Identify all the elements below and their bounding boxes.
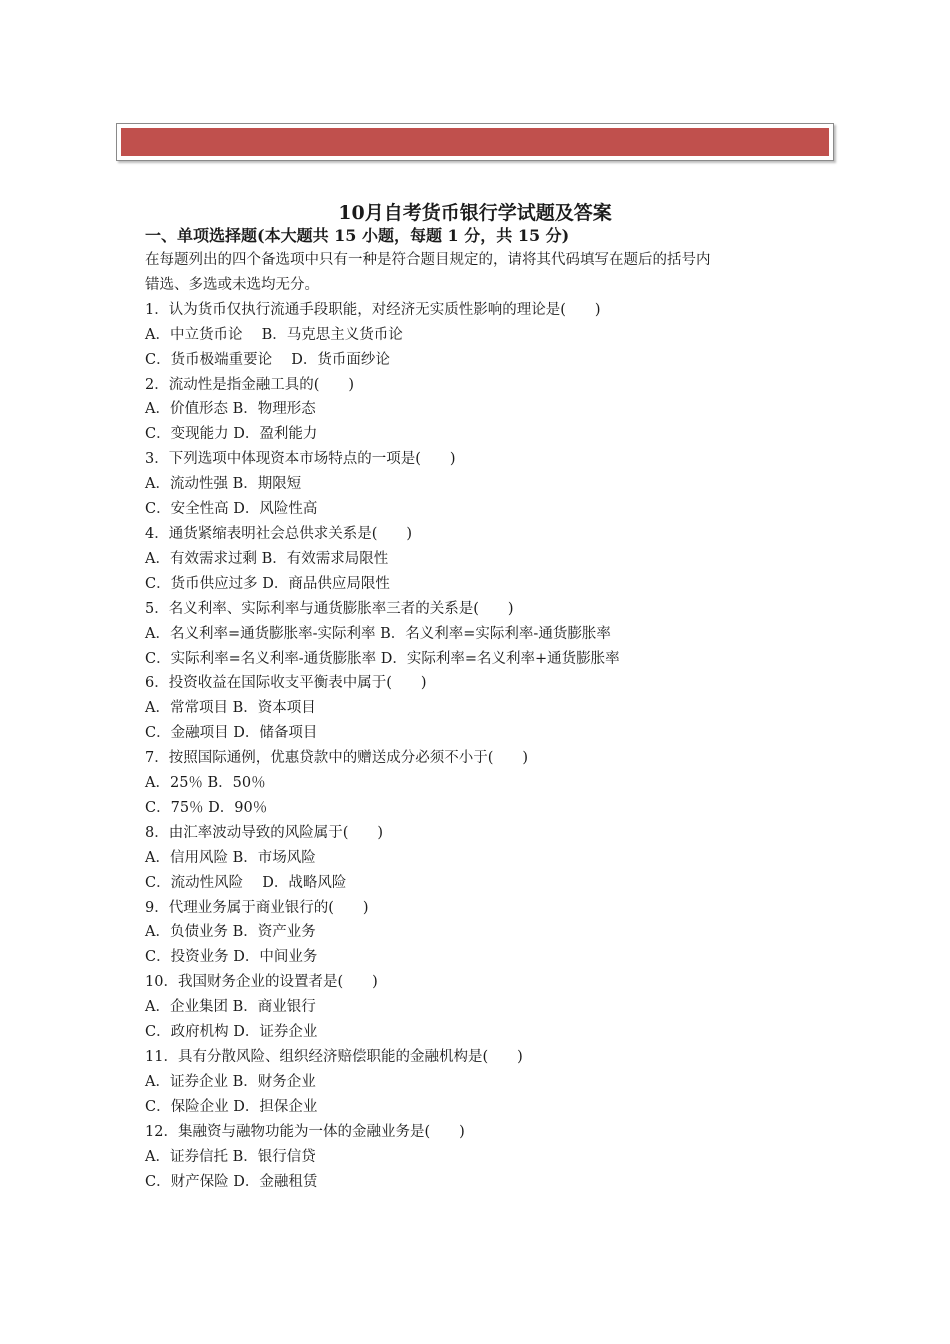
question-3-stem: 3．下列选项中体现资本市场特点的一项是( ) xyxy=(145,451,456,468)
question-8-options: A．信用风险 B．市场风险 xyxy=(145,849,316,866)
question-4-stem: 4．通货紧缩表明社会总供求关系是( ) xyxy=(145,525,413,542)
question-3-options: C．安全性高 D．风险性高 xyxy=(145,501,318,518)
question-7-options: A．25％ B．50％ xyxy=(145,775,266,792)
question-2-options: A．价值形态 B．物理形态 xyxy=(145,401,316,418)
section-heading: 一、单项选择题(本大题共 15 小题，每题 1 分，共 15 分) xyxy=(145,226,570,245)
question-11-stem: 11．具有分散风险、组织经济赔偿职能的金融机构是( ) xyxy=(145,1049,523,1065)
question-12-options: A．证券信托 B．银行信贷 xyxy=(145,1148,316,1165)
question-4-options: C．货币供应过多 D．商品供应局限性 xyxy=(145,575,390,592)
question-9-stem: 9．代理业务属于商业银行的( ) xyxy=(145,899,369,916)
question-11-options: A．证券企业 B．财务企业 xyxy=(145,1073,316,1090)
question-10-stem: 10．我国财务企业的设置者是( ) xyxy=(145,974,378,991)
question-1-stem: 1．认为货币仅执行流通手段职能，对经济无实质性影响的理论是( ) xyxy=(145,301,601,318)
question-1-options: A．中立货币论 B．马克思主义货币论 xyxy=(145,326,403,343)
question-12-stem: 12．集融资与融物功能为一体的金融业务是( ) xyxy=(145,1123,465,1140)
question-5-stem: 5．名义利率、实际利率与通货膨胀率三者的关系是( ) xyxy=(145,600,514,617)
question-1-options: C．货币极端重要论 D．货币面纱论 xyxy=(145,351,390,368)
question-2-options: C．变现能力 D．盈利能力 xyxy=(145,426,318,443)
question-9-options: A．负债业务 B．资产业务 xyxy=(145,924,316,941)
question-8-stem: 8．由汇率波动导致的风险属于( ) xyxy=(145,824,384,841)
question-6-options: C．金融项目 D．储备项目 xyxy=(145,725,318,742)
question-2-stem: 2．流动性是指金融工具的( ) xyxy=(145,376,355,393)
question-10-options: C．政府机构 D．证券企业 xyxy=(145,1024,318,1041)
section-intro-line: 错选、多选或未选均无分。 xyxy=(145,276,319,293)
document-body xyxy=(145,224,825,1194)
header-banner-fill xyxy=(121,128,829,156)
question-3-options: A．流动性强 B．期限短 xyxy=(145,476,302,493)
question-6-stem: 6．投资收益在国际收支平衡表中属于( ) xyxy=(145,675,427,692)
question-6-options: A．常常项目 B．资本项目 xyxy=(145,700,316,717)
question-7-options: C．75％ D．90％ xyxy=(145,799,268,816)
question-8-options: C．流动性风险 D．战略风险 xyxy=(145,874,347,891)
question-7-stem: 7．按照国际通例，优惠贷款中的赠送成分必须不小于( ) xyxy=(145,750,529,767)
question-10-options: A．企业集团 B．商业银行 xyxy=(145,999,316,1016)
header-banner xyxy=(116,123,834,161)
question-12-options: C．财产保险 D．金融租赁 xyxy=(145,1173,318,1190)
section-intro-line: 在每题列出的四个备选项中只有一种是符合题目规定的，请将其代码填写在题后的括号内 xyxy=(145,252,711,268)
question-11-options: C．保险企业 D．担保企业 xyxy=(145,1098,318,1115)
question-5-options: A．名义利率=通货膨胀率-实际利率 B．名义利率=实际利率-通货膨胀率 xyxy=(145,625,611,642)
document-title: 10月自考货币银行学试题及答案 xyxy=(338,202,612,224)
question-5-options: C．实际利率=名义利率-通货膨胀率 D．实际利率=名义利率+通货膨胀率 xyxy=(145,650,620,667)
question-9-options: C．投资业务 D．中间业务 xyxy=(145,949,318,966)
question-4-options: A．有效需求过剩 B．有效需求局限性 xyxy=(145,550,389,567)
